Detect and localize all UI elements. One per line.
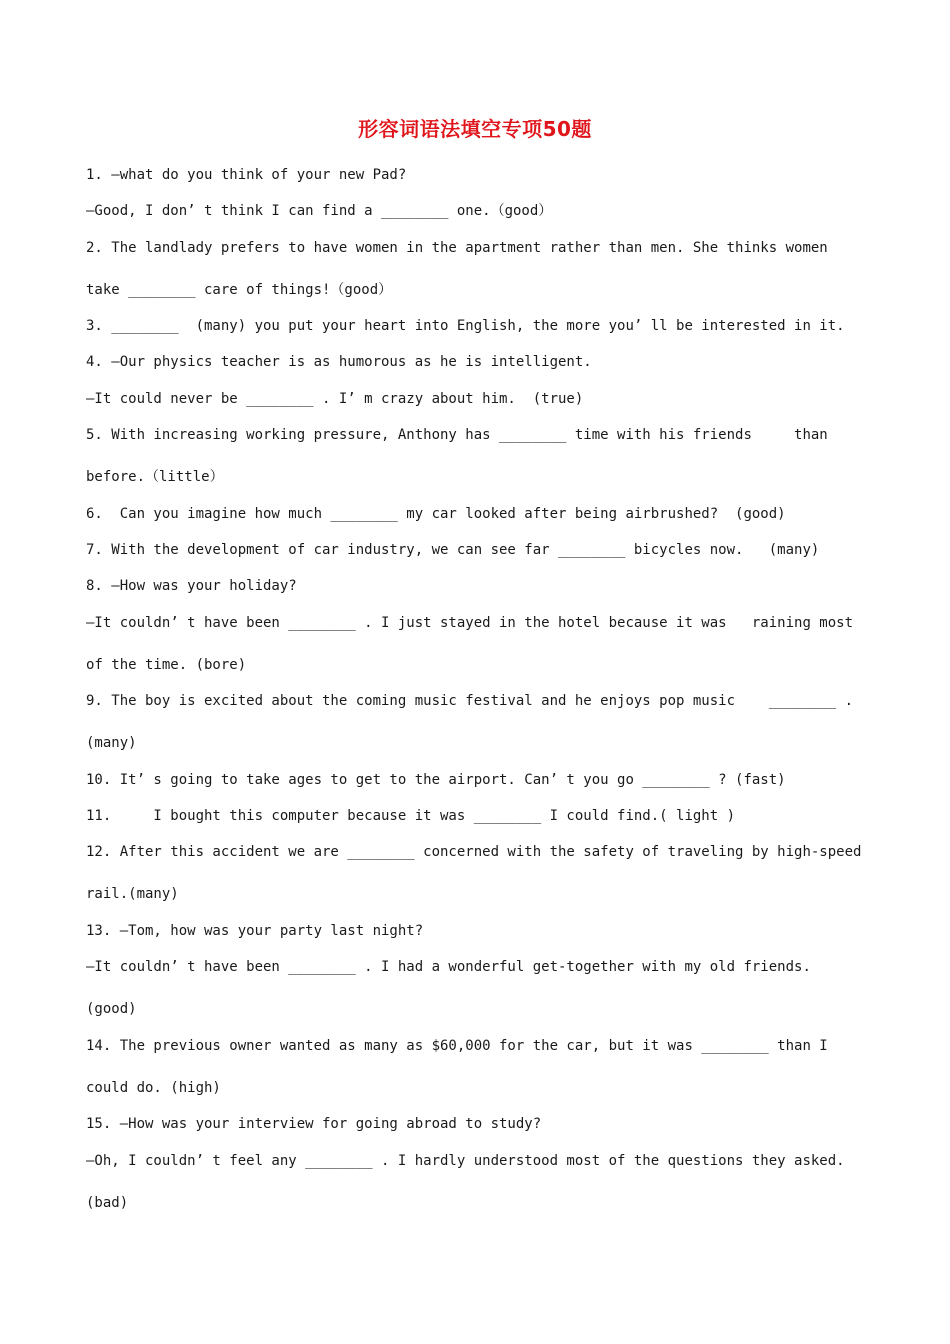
question-4-answer-line: —It could never be ________ . I’ m crazy about him. (true): [86, 391, 584, 407]
question-11: 11. I bought this computer because it was ________ I could find.( light ): [86, 808, 736, 824]
question-8-prompt: 8. —How was your holiday?: [86, 578, 297, 594]
question-7: 7. With the development of car industry, we can see far ________ bicycles now. (many): [86, 542, 820, 558]
question-12-line-1: 12. After this accident we are ________ concerned with the safety of traveling by high-speed: [86, 844, 862, 860]
question-8-line-2: —It couldn’ t have been ________ . I just stayed in the hotel because it was raining most: [86, 615, 854, 631]
question-9-line-2: (many): [86, 735, 137, 751]
question-15-line-3: (bad): [86, 1195, 129, 1211]
question-15-line-2: —Oh, I couldn’ t feel any ________ . I hardly understood most of the questions they asked.: [86, 1153, 845, 1169]
question-10: 10. It’ s going to take ages to get to the airport. Can’ t you go ________ ? (fast): [86, 772, 786, 788]
question-1-prompt: 1. —what do you think of your new Pad?: [86, 167, 407, 183]
question-8-line-3: of the time. (bore): [86, 657, 247, 673]
question-1-answer-line: —Good, I don’ t think I can find a ________ one.（good）: [86, 203, 553, 219]
question-5-line-1: 5. With increasing working pressure, Anthony has ________ time with his friends than: [86, 427, 828, 443]
question-2-line-2: take ________ care of things!（good）: [86, 282, 393, 298]
question-9-line-1: 9. The boy is excited about the coming music festival and he enjoys pop music ________ .: [86, 693, 854, 709]
question-3: 3. ________ (many) you put your heart into English, the more you’ ll be interested in it.: [86, 318, 845, 334]
question-15-prompt: 15. —How was your interview for going abroad to study?: [86, 1116, 542, 1132]
question-14-line-1: 14. The previous owner wanted as many as $60,000 for the car, but it was ________ than I: [86, 1038, 828, 1054]
question-13-line-3: (good): [86, 1001, 137, 1017]
question-13-line-2: —It couldn’ t have been ________ . I had a wonderful get-together with my old friends.: [86, 959, 811, 975]
question-13-prompt: 13. —Tom, how was your party last night?: [86, 923, 424, 939]
question-12-line-2: rail.(many): [86, 886, 179, 902]
page-title: 形容词语法填空专项50题: [358, 117, 592, 141]
question-2-line-1: 2. The landlady prefers to have women in the apartment rather than men. She thinks women: [86, 240, 828, 256]
question-5-line-2: before.（little）: [86, 469, 224, 485]
question-6: 6. Can you imagine how much ________ my car looked after being airbrushed? (good): [86, 506, 786, 522]
question-14-line-2: could do. (high): [86, 1080, 221, 1096]
question-4-prompt: 4. —Our physics teacher is as humorous as he is intelligent.: [86, 354, 592, 370]
